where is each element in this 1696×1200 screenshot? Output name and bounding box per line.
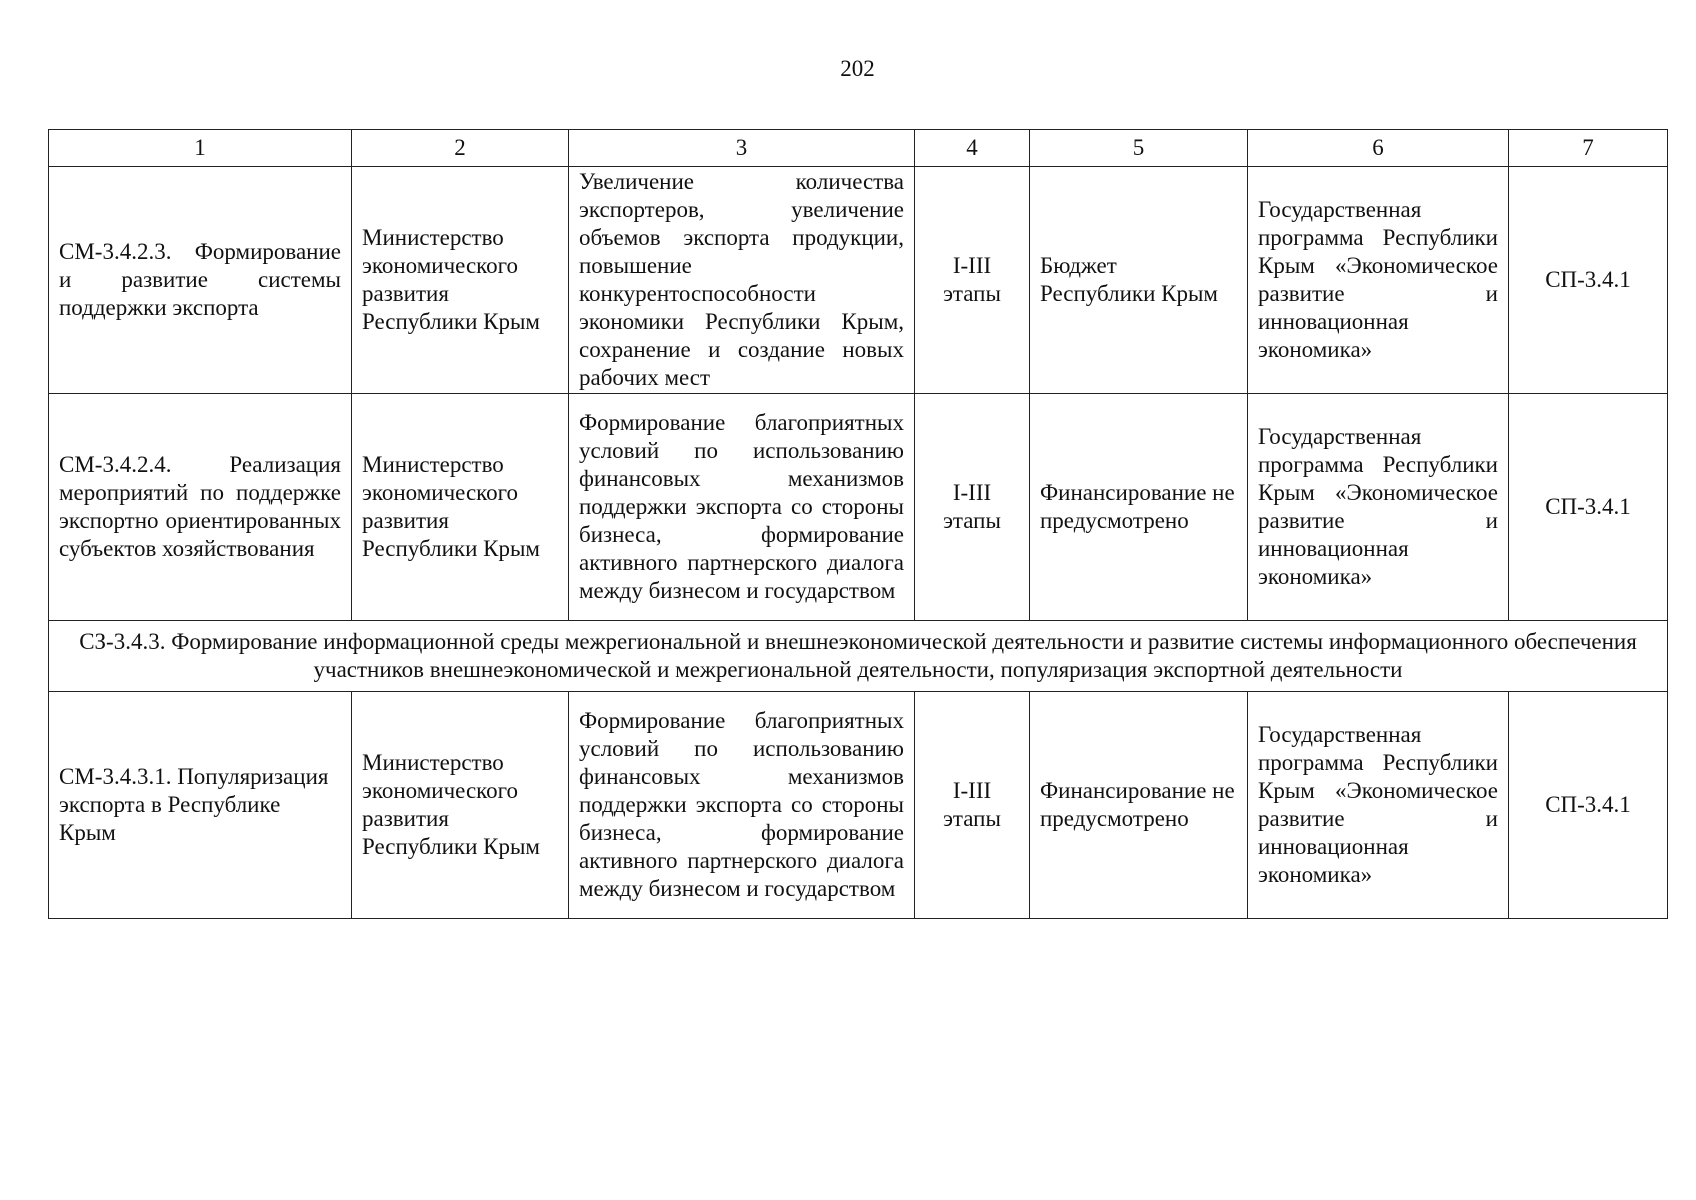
source-cell: Бюджет Республики Крым [1030, 167, 1248, 394]
header-col-7: 7 [1509, 130, 1668, 167]
executor-cell: Министерство экономического развития Республики Крым [352, 692, 569, 919]
measure-cell: СМ-3.4.2.3. Формирование и развитие системы поддержки экспорта [49, 167, 352, 394]
code-cell: СП-3.4.1 [1509, 394, 1668, 621]
stages-cell: I-III этапы [915, 394, 1030, 621]
code-cell: СП-3.4.1 [1509, 167, 1668, 394]
stages-cell: I-III этапы [915, 692, 1030, 919]
code-cell: СП-3.4.1 [1509, 692, 1668, 919]
header-col-6: 6 [1248, 130, 1509, 167]
measure-cell: СМ-3.4.3.1. Популяризация экспорта в Республике Крым [49, 692, 352, 919]
table-row [49, 394, 1668, 621]
program-cell: Государственная программа Республики Крым «Экономическое развитие и инновационная экономика» [1248, 394, 1509, 621]
measure-cell: СМ-3.4.2.4. Реализация мероприятий по поддержке экспортно ориентированных субъектов хозяйствования [49, 394, 352, 621]
result-cell: Формирование благоприятных условий по использованию финансовых механизмов поддержки экспорта со стороны бизнеса, формирование активного партнерского диалога между бизнесом и государством [569, 394, 915, 621]
executor-cell: Министерство экономического развития Республики Крым [352, 167, 569, 394]
page-number: 202 [840, 56, 875, 81]
program-cell: Государственная программа Республики Крым «Экономическое развитие и инновационная экономика» [1248, 167, 1509, 394]
header-row [49, 130, 1668, 167]
header-col-5: 5 [1030, 130, 1248, 167]
result-cell: Формирование благоприятных условий по использованию финансовых механизмов поддержки экспорта со стороны бизнеса, формирование активного партнерского диалога между бизнесом и государством [569, 692, 915, 919]
header-col-4: 4 [915, 130, 1030, 167]
stages-cell: I-III этапы [915, 167, 1030, 394]
table-row [49, 692, 1668, 919]
executor-cell: Министерство экономического развития Республики Крым [352, 394, 569, 621]
result-cell: Увеличение количества экспортеров, увеличение объемов экспорта продукции, повышение конкурентоспособности экономики Республики Крым, сохранение и создание новых рабочих мест [569, 167, 915, 394]
source-cell: Финансирование не предусмотрено [1030, 394, 1248, 621]
section-row [49, 621, 1668, 692]
measures-table [48, 129, 1668, 919]
header-col-2: 2 [352, 130, 569, 167]
header-col-3: 3 [569, 130, 915, 167]
table-row [49, 167, 1668, 394]
section-heading: СЗ-3.4.3. Формирование информационной среды межрегиональной и внешнеэкономической деятельности и развитие системы информационного обеспечения участников внешнеэкономической и межрегиональной деятельности, популяризация экспортной деятельности [49, 621, 1668, 692]
program-cell: Государственная программа Республики Крым «Экономическое развитие и инновационная экономика» [1248, 692, 1509, 919]
header-col-1: 1 [49, 130, 352, 167]
source-cell: Финансирование не предусмотрено [1030, 692, 1248, 919]
